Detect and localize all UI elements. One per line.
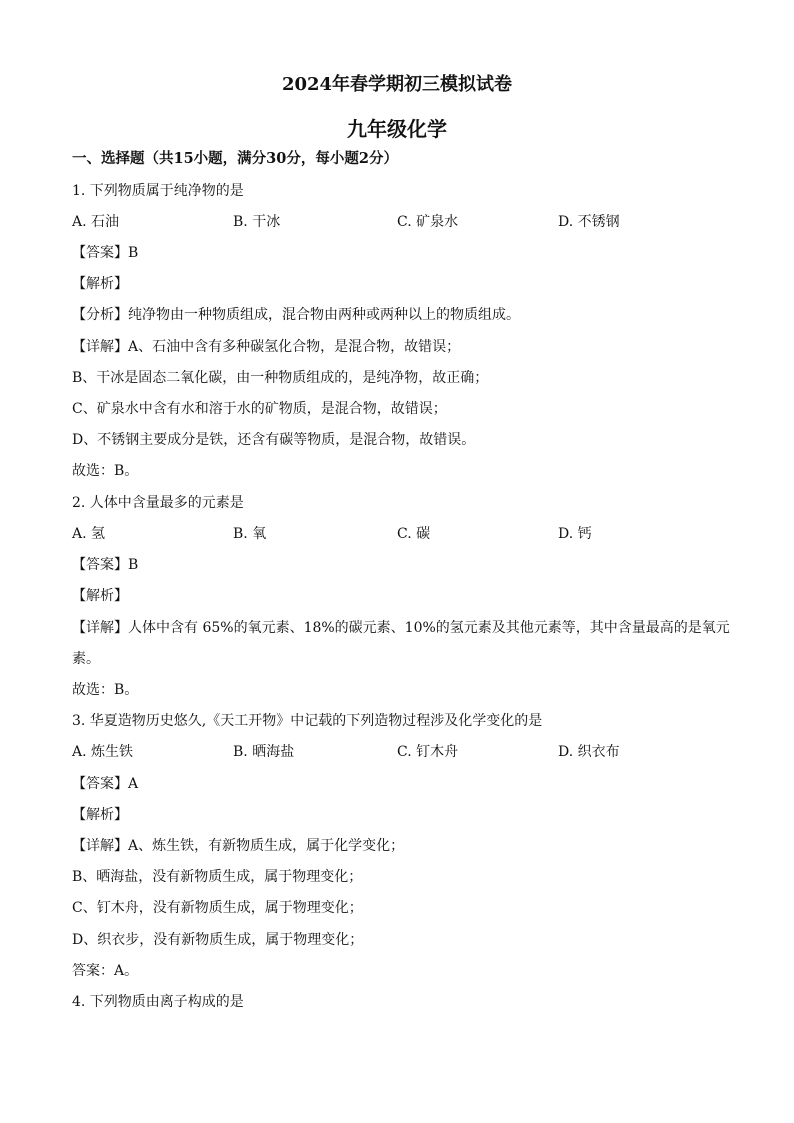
q1-option-b: B. 干冰 bbox=[233, 214, 281, 230]
q2-analysis-line: 素。 bbox=[72, 651, 100, 667]
q3-option-a: A. 炼生铁 bbox=[72, 744, 134, 760]
question-4-stem: 4. 下列物质由离子构成的是 bbox=[72, 994, 244, 1010]
q3-analysis-line: C、钉木舟，没有新物质生成，属于物理变化； bbox=[72, 900, 363, 916]
q3-analysis-line: D、织衣步，没有新物质生成，属于物理变化； bbox=[72, 932, 364, 948]
q3-analysis-line: 【详解】A、炼生铁，有新物质生成，属于化学变化； bbox=[72, 838, 405, 854]
q3-answer: 【答案】A bbox=[72, 776, 139, 792]
q2-option-a: A. 氢 bbox=[72, 526, 106, 542]
q3-analysis-label: 【解析】 bbox=[72, 807, 128, 823]
q3-analysis-line: B、晒海盐，没有新物质生成，属于物理变化； bbox=[72, 869, 363, 885]
section-heading: 一、选择题（共15小题，满分30分，每小题2分） bbox=[72, 150, 398, 167]
q1-analysis-line: D、不锈钢主要成分是铁，还含有碳等物质，是混合物，故错误。 bbox=[72, 432, 476, 448]
q1-analysis-line: 【分析】纯净物由一种物质组成，混合物由两种或两种以上的物质组成。 bbox=[72, 307, 520, 323]
q1-option-c: C. 矿泉水 bbox=[397, 214, 459, 230]
q2-analysis-line: 【详解】人体中含有 65%的氧元素、18%的碳元素、10%的氢元素及其他元素等，其中含量最高的是氧元 bbox=[72, 620, 730, 636]
q1-conclusion: 故选：B。 bbox=[72, 463, 139, 479]
q1-analysis-line: C、矿泉水中含有水和溶于水的矿物质，是混合物，故错误； bbox=[72, 401, 447, 417]
exam-title: 2024年春学期初三模拟试卷 bbox=[281, 74, 513, 95]
q1-option-a: A. 石油 bbox=[72, 214, 120, 230]
question-1-stem: 1. 下列物质属于纯净物的是 bbox=[72, 183, 244, 199]
q2-answer: 【答案】B bbox=[72, 557, 139, 573]
q1-analysis-line: B、干冰是固态二氧化碳，由一种物质组成的，是纯净物，故正确； bbox=[72, 370, 489, 386]
exam-subtitle: 九年级化学 bbox=[347, 117, 447, 141]
q2-conclusion: 故选：B。 bbox=[72, 682, 139, 698]
q2-option-d: D. 钙 bbox=[558, 526, 592, 542]
q3-option-b: B. 晒海盐 bbox=[233, 744, 295, 760]
q3-conclusion: 答案：A。 bbox=[72, 963, 139, 979]
question-2-stem: 2. 人体中含量最多的元素是 bbox=[72, 495, 244, 511]
q1-analysis-label: 【解析】 bbox=[72, 276, 128, 292]
q1-analysis-line: 【详解】A、石油中含有多种碳氢化合物，是混合物，故错误； bbox=[72, 339, 461, 355]
q1-answer: 【答案】B bbox=[72, 245, 139, 261]
q2-analysis-label: 【解析】 bbox=[72, 588, 128, 604]
q3-option-d: D. 织衣布 bbox=[558, 744, 620, 760]
q2-option-b: B. 氧 bbox=[233, 526, 267, 542]
q2-option-c: C. 碳 bbox=[397, 526, 431, 542]
q3-option-c: C. 钉木舟 bbox=[397, 744, 459, 760]
q1-option-d: D. 不锈钢 bbox=[558, 214, 620, 230]
question-3-stem: 3. 华夏造物历史悠久,《天工开物》中记载的下列造物过程涉及化学变化的是 bbox=[72, 713, 543, 729]
